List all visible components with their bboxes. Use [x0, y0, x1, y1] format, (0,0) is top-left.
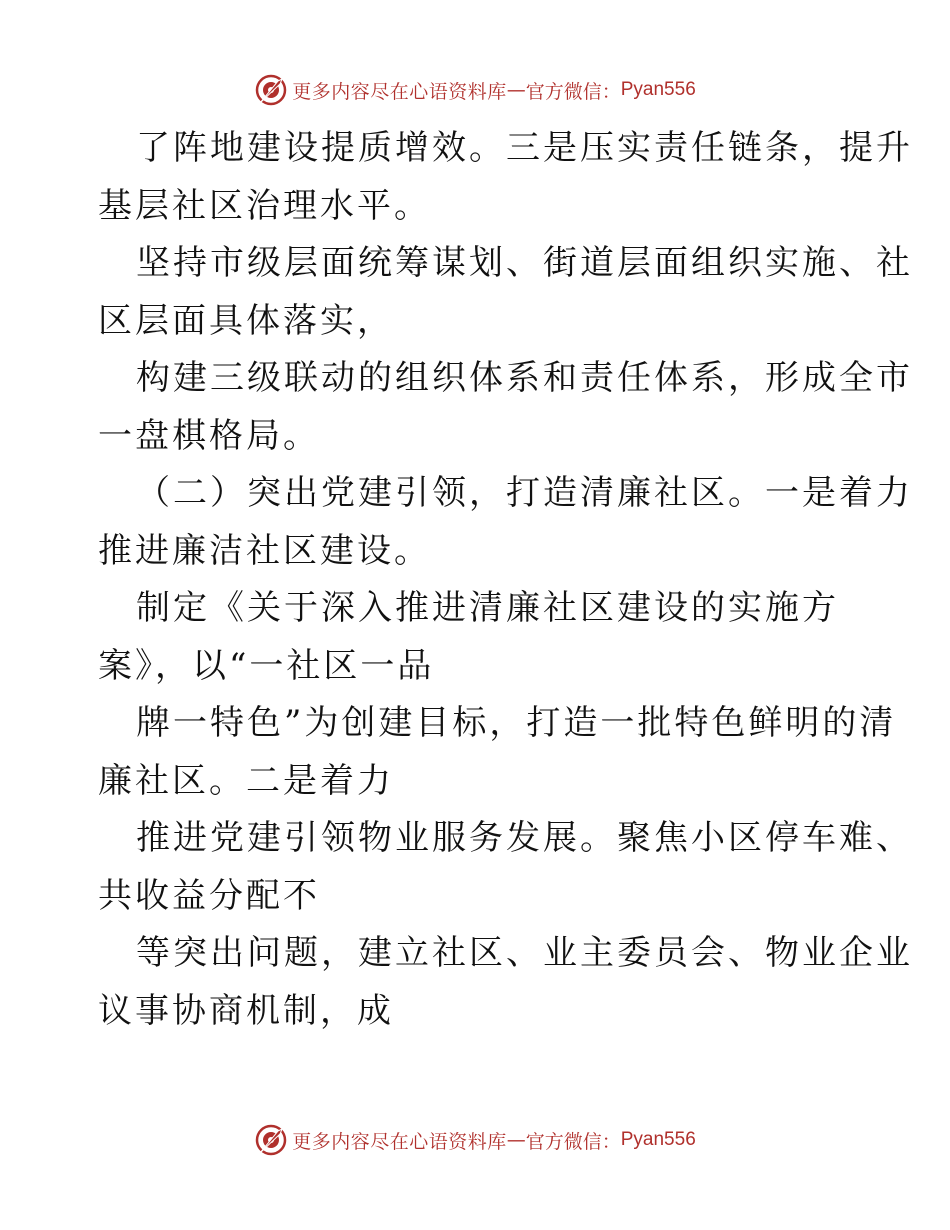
text-line: 制定《关于深入推进清廉社区建设的实施方	[136, 588, 839, 628]
banner-wechat-id: Pyan556	[620, 79, 696, 100]
banner-text: 更多内容尽在心语资料库	[292, 80, 507, 103]
banner-wechat-label: 官方微信：	[525, 80, 621, 103]
banner-separator: —	[506, 79, 526, 101]
text-line: 推进廉洁社区建设。	[98, 530, 431, 571]
text-line: 一盘棋格局。	[98, 415, 320, 456]
footer-banner	[0, 1120, 950, 1160]
text-line: 构建三级联动的组织体系和责任体系，形成全市	[136, 358, 913, 398]
text-line: 等突出问题，建立社区、业主委员会、物业企业	[136, 933, 913, 973]
text-line: 案》，以“一社区一品	[98, 645, 435, 686]
text-line: 推进党建引领物业服务发展。聚焦小区停车难、	[136, 818, 913, 858]
text-line: 共收益分配不	[98, 875, 320, 916]
quill-logo-icon	[254, 73, 288, 107]
text-line: 牌一特色”为创建目标，打造一批特色鲜明的清	[136, 703, 897, 743]
text-line: 了阵地建设提质增效。三是压实责任链条，提升	[136, 128, 913, 168]
banner-text: 更多内容尽在心语资料库	[292, 1130, 507, 1153]
text-line: 议事协商机制，成	[98, 990, 394, 1031]
banner-wechat-label: 官方微信：	[525, 1130, 621, 1153]
banner-separator: —	[506, 1129, 526, 1151]
document-body	[98, 120, 913, 1040]
text-line: （二）突出党建引领，打造清廉社区。一是着力	[136, 473, 913, 513]
text-line: 坚持市级层面统筹谋划、街道层面组织实施、社	[136, 243, 913, 283]
text-line: 区层面具体落实，	[98, 300, 394, 341]
text-line: 廉社区。二是着力	[98, 760, 394, 801]
text-line: 基层社区治理水平。	[98, 185, 431, 226]
quill-logo-icon	[254, 1123, 288, 1157]
banner-wechat-id: Pyan556	[620, 1129, 696, 1150]
header-banner	[0, 70, 950, 110]
